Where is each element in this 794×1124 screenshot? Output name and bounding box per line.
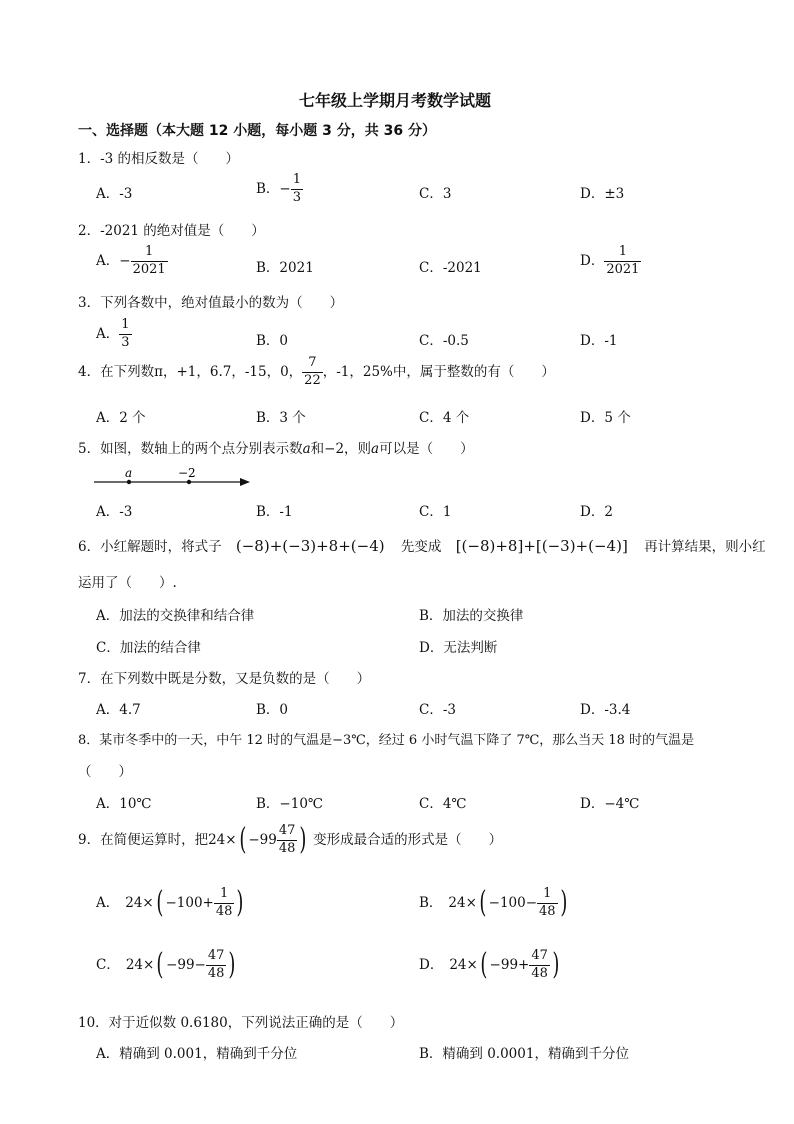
denominator: 48 bbox=[278, 840, 296, 856]
q9-option-b bbox=[419, 887, 569, 920]
numerator: 1 bbox=[292, 172, 302, 187]
q1-option-a: A．-3 bbox=[96, 186, 133, 202]
q7-option-d: D．-3.4 bbox=[580, 702, 631, 718]
fraction bbox=[537, 887, 558, 920]
numerator: 47 bbox=[531, 948, 548, 963]
paren-close: ) bbox=[552, 947, 560, 983]
fraction bbox=[131, 245, 168, 278]
numerator: 1 bbox=[543, 886, 552, 901]
q4-option-a: A．2 个 bbox=[96, 410, 146, 426]
stem-part: 先变成 bbox=[400, 539, 442, 555]
question-2-stem: 2．-2021 的绝对值是（ ） bbox=[78, 223, 265, 239]
stem-part: 4．在下列数π，+1，6.7，-15，0， bbox=[78, 363, 303, 380]
paren-close: ) bbox=[559, 885, 567, 921]
stem-part: 变形成最合适的形式是（ ） bbox=[313, 831, 503, 848]
paren-open: ( bbox=[480, 947, 488, 983]
question-10-stem: 10．对于近似数 0.6180，下列说法正确的是（ ） bbox=[78, 1015, 404, 1031]
question-9-stem bbox=[78, 824, 502, 857]
expression-part: 24× bbox=[125, 956, 155, 973]
option-label: B． bbox=[256, 180, 280, 197]
q9-option-c bbox=[96, 949, 238, 982]
q1-option-c: C．3 bbox=[419, 186, 452, 202]
denominator: 2021 bbox=[132, 261, 166, 277]
question-8-stem: 8．某市冬季中的一天，中午 12 时的气温是−3℃，经过 6 小时气温下降了 7℃，那么当天 18 时的气温是 bbox=[78, 733, 695, 748]
stem-part: 6．小红解题时，将式子 bbox=[78, 539, 222, 555]
option-label: D． bbox=[580, 252, 605, 269]
minus-sign: − bbox=[119, 252, 131, 269]
q6-option-a: A．加法的交换律和结合律 bbox=[96, 608, 255, 624]
q5-option-b: B．-1 bbox=[256, 504, 293, 520]
numerator: 1 bbox=[219, 886, 229, 901]
fraction bbox=[291, 173, 303, 206]
numerator: 1 bbox=[144, 244, 154, 259]
denominator: 3 bbox=[121, 334, 130, 350]
q6-option-c: C．加法的结合律 bbox=[96, 640, 201, 656]
expression-part: −99 bbox=[248, 831, 277, 848]
q3-option-b: B．0 bbox=[256, 333, 289, 349]
q7-option-a: A．4.7 bbox=[96, 702, 141, 718]
q8-option-b: B．−10℃ bbox=[256, 796, 324, 812]
option-label: C． bbox=[96, 956, 120, 973]
q2-option-b: B．2021 bbox=[256, 260, 314, 276]
fraction bbox=[206, 949, 227, 982]
q2-option-c: C．-2021 bbox=[419, 260, 482, 276]
q5-option-c: C．1 bbox=[419, 504, 452, 520]
numerator: 7 bbox=[308, 355, 317, 370]
expression-part: 24× bbox=[449, 956, 478, 973]
question-3-stem: 3．下列各数中，绝对值最小的数为（ ） bbox=[78, 295, 344, 311]
option-label: A． bbox=[96, 894, 120, 911]
paren-close: ) bbox=[228, 947, 236, 983]
expression-grouped: [(−8)+8]+[(−3)+(−4)] bbox=[455, 537, 628, 555]
paren-open: ( bbox=[156, 947, 164, 983]
q10-option-a: A．精确到 0.001，精确到千分位 bbox=[96, 1046, 298, 1062]
numerator: 47 bbox=[278, 823, 296, 838]
denominator: 22 bbox=[304, 372, 321, 388]
q5-option-a: A．-3 bbox=[96, 504, 133, 520]
q3-option-d: D．-1 bbox=[580, 333, 618, 349]
expression-part: −100+ bbox=[165, 894, 214, 911]
q8-option-a: A．10℃ bbox=[96, 796, 152, 812]
section-heading: 一、选择题（本大题 12 小题，每小题 3 分，共 36 分） bbox=[78, 123, 436, 139]
stem-part: 再计算结果，则小红 bbox=[644, 539, 766, 555]
page-title: 七年级上学期月考数学试题 bbox=[299, 91, 492, 110]
expression-part: −99+ bbox=[489, 956, 530, 973]
expression-part: −100− bbox=[488, 894, 538, 911]
q1-option-b bbox=[256, 173, 303, 206]
q9-option-d bbox=[419, 949, 562, 982]
fraction bbox=[119, 318, 131, 351]
q5-option-d: D．2 bbox=[580, 504, 613, 520]
option-label: D． bbox=[419, 956, 444, 973]
question-6-stem-cont: 运用了（ ）. bbox=[78, 575, 177, 591]
option-label: A． bbox=[96, 252, 120, 269]
denominator: 3 bbox=[292, 189, 302, 205]
paren-close: ) bbox=[299, 822, 307, 858]
numerator: 47 bbox=[207, 948, 225, 963]
denominator: 2021 bbox=[606, 261, 640, 277]
fraction bbox=[529, 949, 550, 982]
paren-close: ) bbox=[236, 885, 244, 921]
expression-part: 24× bbox=[448, 894, 477, 911]
q1-option-d: D．±3 bbox=[580, 186, 625, 202]
question-7-stem: 7．在下列数中既是分数，又是负数的是（ ） bbox=[78, 671, 371, 687]
fraction bbox=[277, 824, 298, 857]
expression-part: −99− bbox=[166, 956, 206, 973]
stem-part: ，-1，25%中，属于整数的有（ ） bbox=[322, 363, 555, 380]
q3-option-c: C．-0.5 bbox=[419, 333, 469, 349]
q4-option-b: B．3 个 bbox=[256, 410, 306, 426]
question-8-stem-cont: （ ） bbox=[78, 764, 132, 780]
question-5-stem: 5．如图，数轴上的两个点分别表示数𝑎和−2，则𝑎可以是（ ） bbox=[78, 441, 474, 457]
q2-option-d bbox=[580, 245, 641, 278]
label-minus-2: −2 bbox=[178, 466, 196, 480]
fraction bbox=[214, 887, 235, 920]
option-label: B． bbox=[419, 894, 443, 911]
number-line-figure bbox=[92, 462, 256, 490]
paren-open: ( bbox=[238, 822, 246, 858]
expression-original: (−8)+(−3)+8+(−4) bbox=[235, 537, 385, 555]
fraction bbox=[302, 356, 323, 389]
expression-part: 24× bbox=[208, 831, 237, 848]
q2-option-a bbox=[96, 245, 168, 278]
q8-option-c: C．4℃ bbox=[419, 796, 467, 812]
q6-option-b: B．加法的交换律 bbox=[419, 608, 524, 624]
minus-sign: − bbox=[279, 180, 291, 197]
q7-option-c: C．-3 bbox=[419, 702, 456, 718]
label-a: a bbox=[125, 466, 133, 480]
point-a bbox=[127, 480, 131, 484]
denominator: 48 bbox=[539, 903, 556, 919]
denominator: 48 bbox=[531, 965, 548, 981]
arrow-head-icon bbox=[240, 478, 250, 486]
denominator: 48 bbox=[207, 965, 225, 981]
q3-option-a bbox=[96, 318, 132, 351]
question-4-stem bbox=[78, 356, 555, 389]
q10-option-b: B．精确到 0.0001，精确到千分位 bbox=[419, 1046, 629, 1062]
q4-option-c: C．4 个 bbox=[419, 410, 470, 426]
question-1-stem: 1．-3 的相反数是（ ） bbox=[78, 151, 240, 167]
q6-option-d: D．无法判断 bbox=[419, 640, 498, 656]
stem-part: 9．在简便运算时，把 bbox=[78, 831, 209, 848]
denominator: 48 bbox=[215, 903, 233, 919]
point-minus-2 bbox=[187, 480, 191, 484]
q8-option-d: D．−4℃ bbox=[580, 796, 640, 812]
numerator: 1 bbox=[121, 317, 130, 332]
paren-open: ( bbox=[479, 885, 487, 921]
fraction bbox=[604, 245, 641, 278]
paren-open: ( bbox=[156, 885, 164, 921]
numerator: 1 bbox=[618, 244, 628, 259]
q9-option-a bbox=[96, 887, 246, 920]
question-6-stem bbox=[78, 535, 766, 555]
q4-option-d: D．5 个 bbox=[580, 410, 631, 426]
q7-option-b: B．0 bbox=[256, 702, 289, 718]
expression-part: 24× bbox=[125, 894, 154, 911]
option-label: A． bbox=[96, 325, 120, 342]
